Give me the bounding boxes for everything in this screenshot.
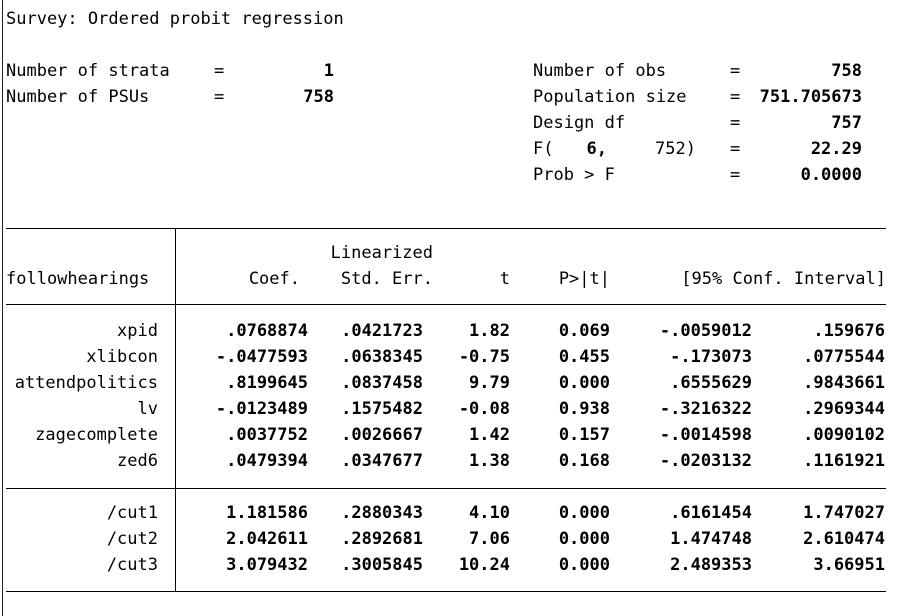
row-t: -0.75 (458, 347, 510, 367)
designdf-label: Design df (533, 113, 626, 133)
designdf-eq: = (730, 113, 741, 133)
row-p: 0.000 (558, 503, 610, 523)
row-coef: 2.042611 (226, 529, 308, 549)
t-header: t (499, 269, 510, 289)
f-eq: = (730, 139, 741, 159)
cuts-rule (6, 488, 886, 489)
probf-value: 0.0000 (800, 165, 862, 185)
row-p: 0.000 (558, 529, 610, 549)
row-ci-high: 2.610474 (803, 529, 885, 549)
row-variable: zagecomplete (35, 425, 158, 445)
table-bottom-rule (6, 591, 886, 592)
row-ci-low: .6161454 (670, 503, 752, 523)
row-t: 1.42 (469, 425, 510, 445)
strata-eq: = (214, 61, 225, 81)
row-std-err: .0421723 (341, 321, 423, 341)
row-t: 1.38 (469, 451, 510, 471)
row-std-err: .3005845 (341, 555, 423, 575)
row-t: 7.06 (469, 529, 510, 549)
row-t: 10.24 (458, 555, 510, 575)
row-ci-high: .159676 (813, 321, 885, 341)
row-p: 0.938 (558, 399, 610, 419)
row-std-err: .0026667 (341, 425, 423, 445)
row-p: 0.455 (558, 347, 610, 367)
row-ci-high: .9843661 (803, 373, 885, 393)
row-p: 0.157 (558, 425, 610, 445)
row-variable: /cut1 (106, 503, 158, 523)
row-variable: zed6 (117, 451, 158, 471)
row-ci-low: -.0059012 (659, 321, 752, 341)
f-label: F( (533, 139, 554, 159)
row-ci-low: -.173073 (670, 347, 752, 367)
row-coef: .0037752 (226, 425, 308, 445)
designdf-value: 757 (831, 113, 862, 133)
output-title: Survey: Ordered probit regression (6, 9, 344, 29)
probf-eq: = (730, 165, 741, 185)
obs-value: 758 (831, 61, 862, 81)
row-ci-low: -.0014598 (659, 425, 752, 445)
row-coef: .0768874 (226, 321, 308, 341)
row-ci-high: .1161921 (803, 451, 885, 471)
row-std-err: .0837458 (341, 373, 423, 393)
row-p: 0.000 (558, 373, 610, 393)
row-ci-high: 3.66951 (813, 555, 885, 575)
table-top-rule (6, 228, 886, 229)
row-ci-high: .0775544 (803, 347, 885, 367)
row-t: 1.82 (469, 321, 510, 341)
row-variable: /cut3 (106, 555, 158, 575)
row-std-err: .2880343 (341, 503, 423, 523)
psus-label: Number of PSUs (6, 87, 150, 107)
row-coef: .8199645 (226, 373, 308, 393)
row-variable: xlibcon (86, 347, 158, 367)
row-variable: lv (137, 399, 158, 419)
row-std-err: .2892681 (341, 529, 423, 549)
row-ci-high: .2969344 (803, 399, 885, 419)
row-ci-low: 1.474748 (670, 529, 752, 549)
f-num1: 6, (586, 139, 607, 159)
obs-label: Number of obs (533, 61, 667, 81)
row-t: 4.10 (469, 503, 510, 523)
row-coef: -.0123489 (215, 399, 308, 419)
coef-header: Coef. (248, 269, 300, 289)
f-num2: 752) (655, 139, 696, 159)
psus-eq: = (214, 87, 225, 107)
row-t: -0.08 (458, 399, 510, 419)
popsize-value: 751.705673 (759, 87, 862, 107)
row-std-err: .0347677 (341, 451, 423, 471)
psus-value: 758 (303, 87, 334, 107)
row-coef: 3.079432 (226, 555, 308, 575)
row-coef: 1.181586 (226, 503, 308, 523)
row-ci-low: -.0203132 (659, 451, 752, 471)
row-p: 0.069 (558, 321, 610, 341)
row-ci-low: 2.489353 (670, 555, 752, 575)
row-variable: attendpolitics (14, 373, 158, 393)
popsize-eq: = (730, 87, 741, 107)
left-border (2, 0, 3, 616)
row-variable: /cut2 (106, 529, 158, 549)
probf-label: Prob > F (533, 165, 615, 185)
row-std-err: .1575482 (341, 399, 423, 419)
row-ci-high: .0090102 (803, 425, 885, 445)
header-rule (6, 304, 886, 305)
strata-value: 1 (323, 61, 334, 81)
dep-var-header: followhearings (6, 269, 150, 289)
table-divider (175, 228, 176, 591)
row-std-err: .0638345 (341, 347, 423, 367)
popsize-label: Population size (533, 87, 687, 107)
f-value: 22.29 (810, 139, 862, 159)
row-coef: -.0477593 (215, 347, 308, 367)
row-p: 0.000 (558, 555, 610, 575)
row-ci-low: -.3216322 (659, 399, 752, 419)
se-header: Std. Err. (340, 269, 433, 289)
row-ci-high: 1.747027 (803, 503, 885, 523)
obs-eq: = (730, 61, 741, 81)
row-p: 0.168 (558, 451, 610, 471)
row-coef: .0479394 (226, 451, 308, 471)
row-t: 9.79 (469, 373, 510, 393)
se-header-top: Linearized (330, 243, 433, 263)
row-ci-low: .6555629 (670, 373, 752, 393)
ci-header: [95% Conf. Interval] (681, 269, 886, 289)
strata-label: Number of strata (6, 61, 170, 81)
row-variable: xpid (117, 321, 158, 341)
p-header: P>|t| (558, 269, 610, 289)
